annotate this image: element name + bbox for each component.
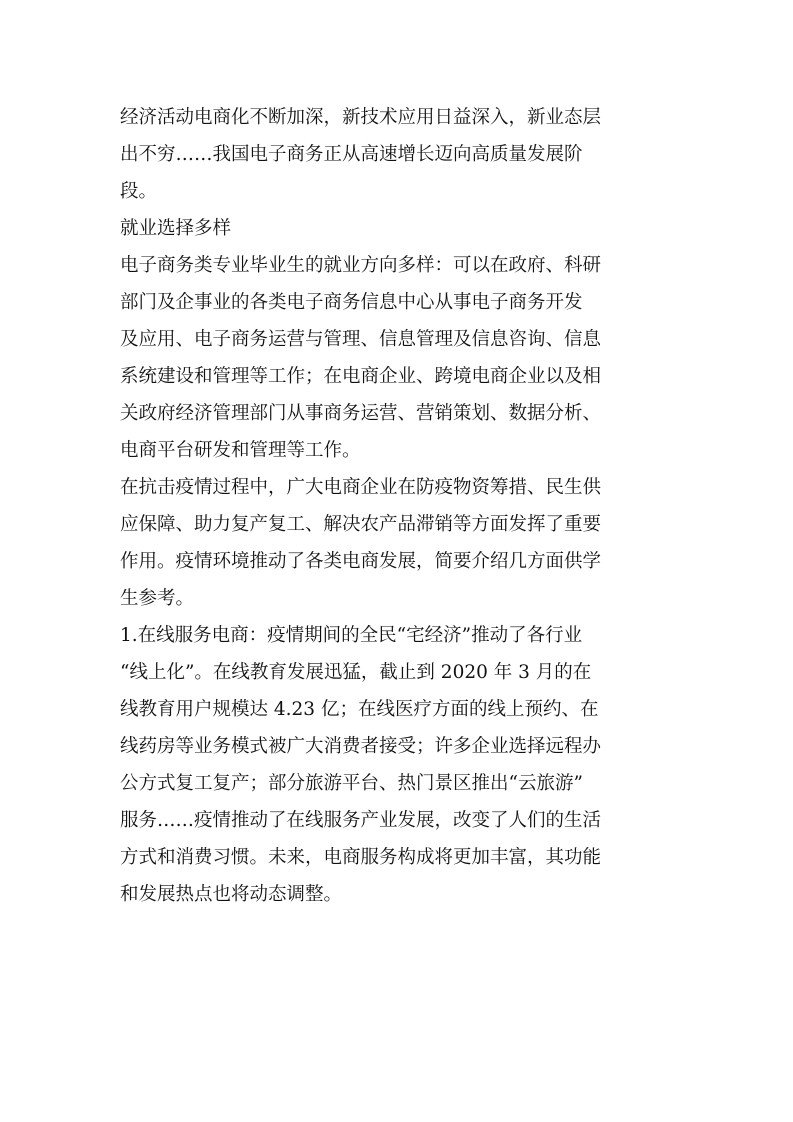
text-line: 应保障、助力复产复工、解决农产品滞销等方面发挥了重要 [120, 514, 602, 535]
text-line: 公方式复工复产；部分旅游平台、热门景区推出“云旅游” [120, 773, 583, 794]
text-line: 线药房等业务模式被广大消费者接受；许多企业选择远程办 [120, 736, 602, 757]
text-line: 电子商务类专业毕业生的就业方向多样：可以在政府、科研 [120, 255, 602, 276]
text-line: 经济活动电商化不断加深，新技术应用日益深入，新业态层 [120, 107, 602, 128]
text-line: 部门及企事业的各类电子商务信息中心从事电子商务开发 [120, 292, 583, 313]
document-body [120, 99, 680, 913]
text-line: 线教育用户规模达 4.23 亿；在线医疗方面的线上预约、在 [120, 699, 599, 720]
paragraph-online-services [120, 617, 680, 913]
section-heading-employment [120, 210, 680, 247]
text-line: 在抗击疫情过程中，广大电商企业在防疫物资筹措、民生供 [120, 477, 602, 498]
text-line: 和发展热点也将动态调整。 [120, 884, 343, 905]
text-line: 段。 [120, 181, 158, 202]
paragraph-ecommerce-intro [120, 99, 680, 210]
text-line: 生参考。 [120, 588, 195, 609]
text-line: 及应用、电子商务运营与管理、信息管理及信息咨询、信息 [120, 329, 602, 350]
text-line: 出不穷……我国电子商务正从高速增长迈向高质量发展阶 [120, 144, 583, 165]
text-line: 电商平台研发和管理等工作。 [120, 440, 361, 461]
text-line: 方式和消费习惯。未来，电商服务构成将更加丰富，其功能 [120, 847, 602, 868]
heading-line: 就业选择多样 [120, 218, 232, 239]
paragraph-employment-directions [120, 247, 680, 469]
text-line: “线上化”。在线教育发展迅猛，截止到 2020 年 3 月的在 [120, 662, 592, 683]
paragraph-epidemic-role [120, 469, 680, 617]
text-line: 1.在线服务电商：疫情期间的全民“宅经济”推动了各行业 [120, 625, 583, 646]
text-line: 服务……疫情推动了在线服务产业发展，改变了人们的生活 [120, 810, 602, 831]
text-line: 作用。疫情环境推动了各类电商发展，简要介绍几方面供学 [120, 551, 602, 572]
text-line: 系统建设和管理等工作；在电商企业、跨境电商企业以及相 [120, 366, 602, 387]
text-line: 关政府经济管理部门从事商务运营、营销策划、数据分析、 [120, 403, 602, 424]
